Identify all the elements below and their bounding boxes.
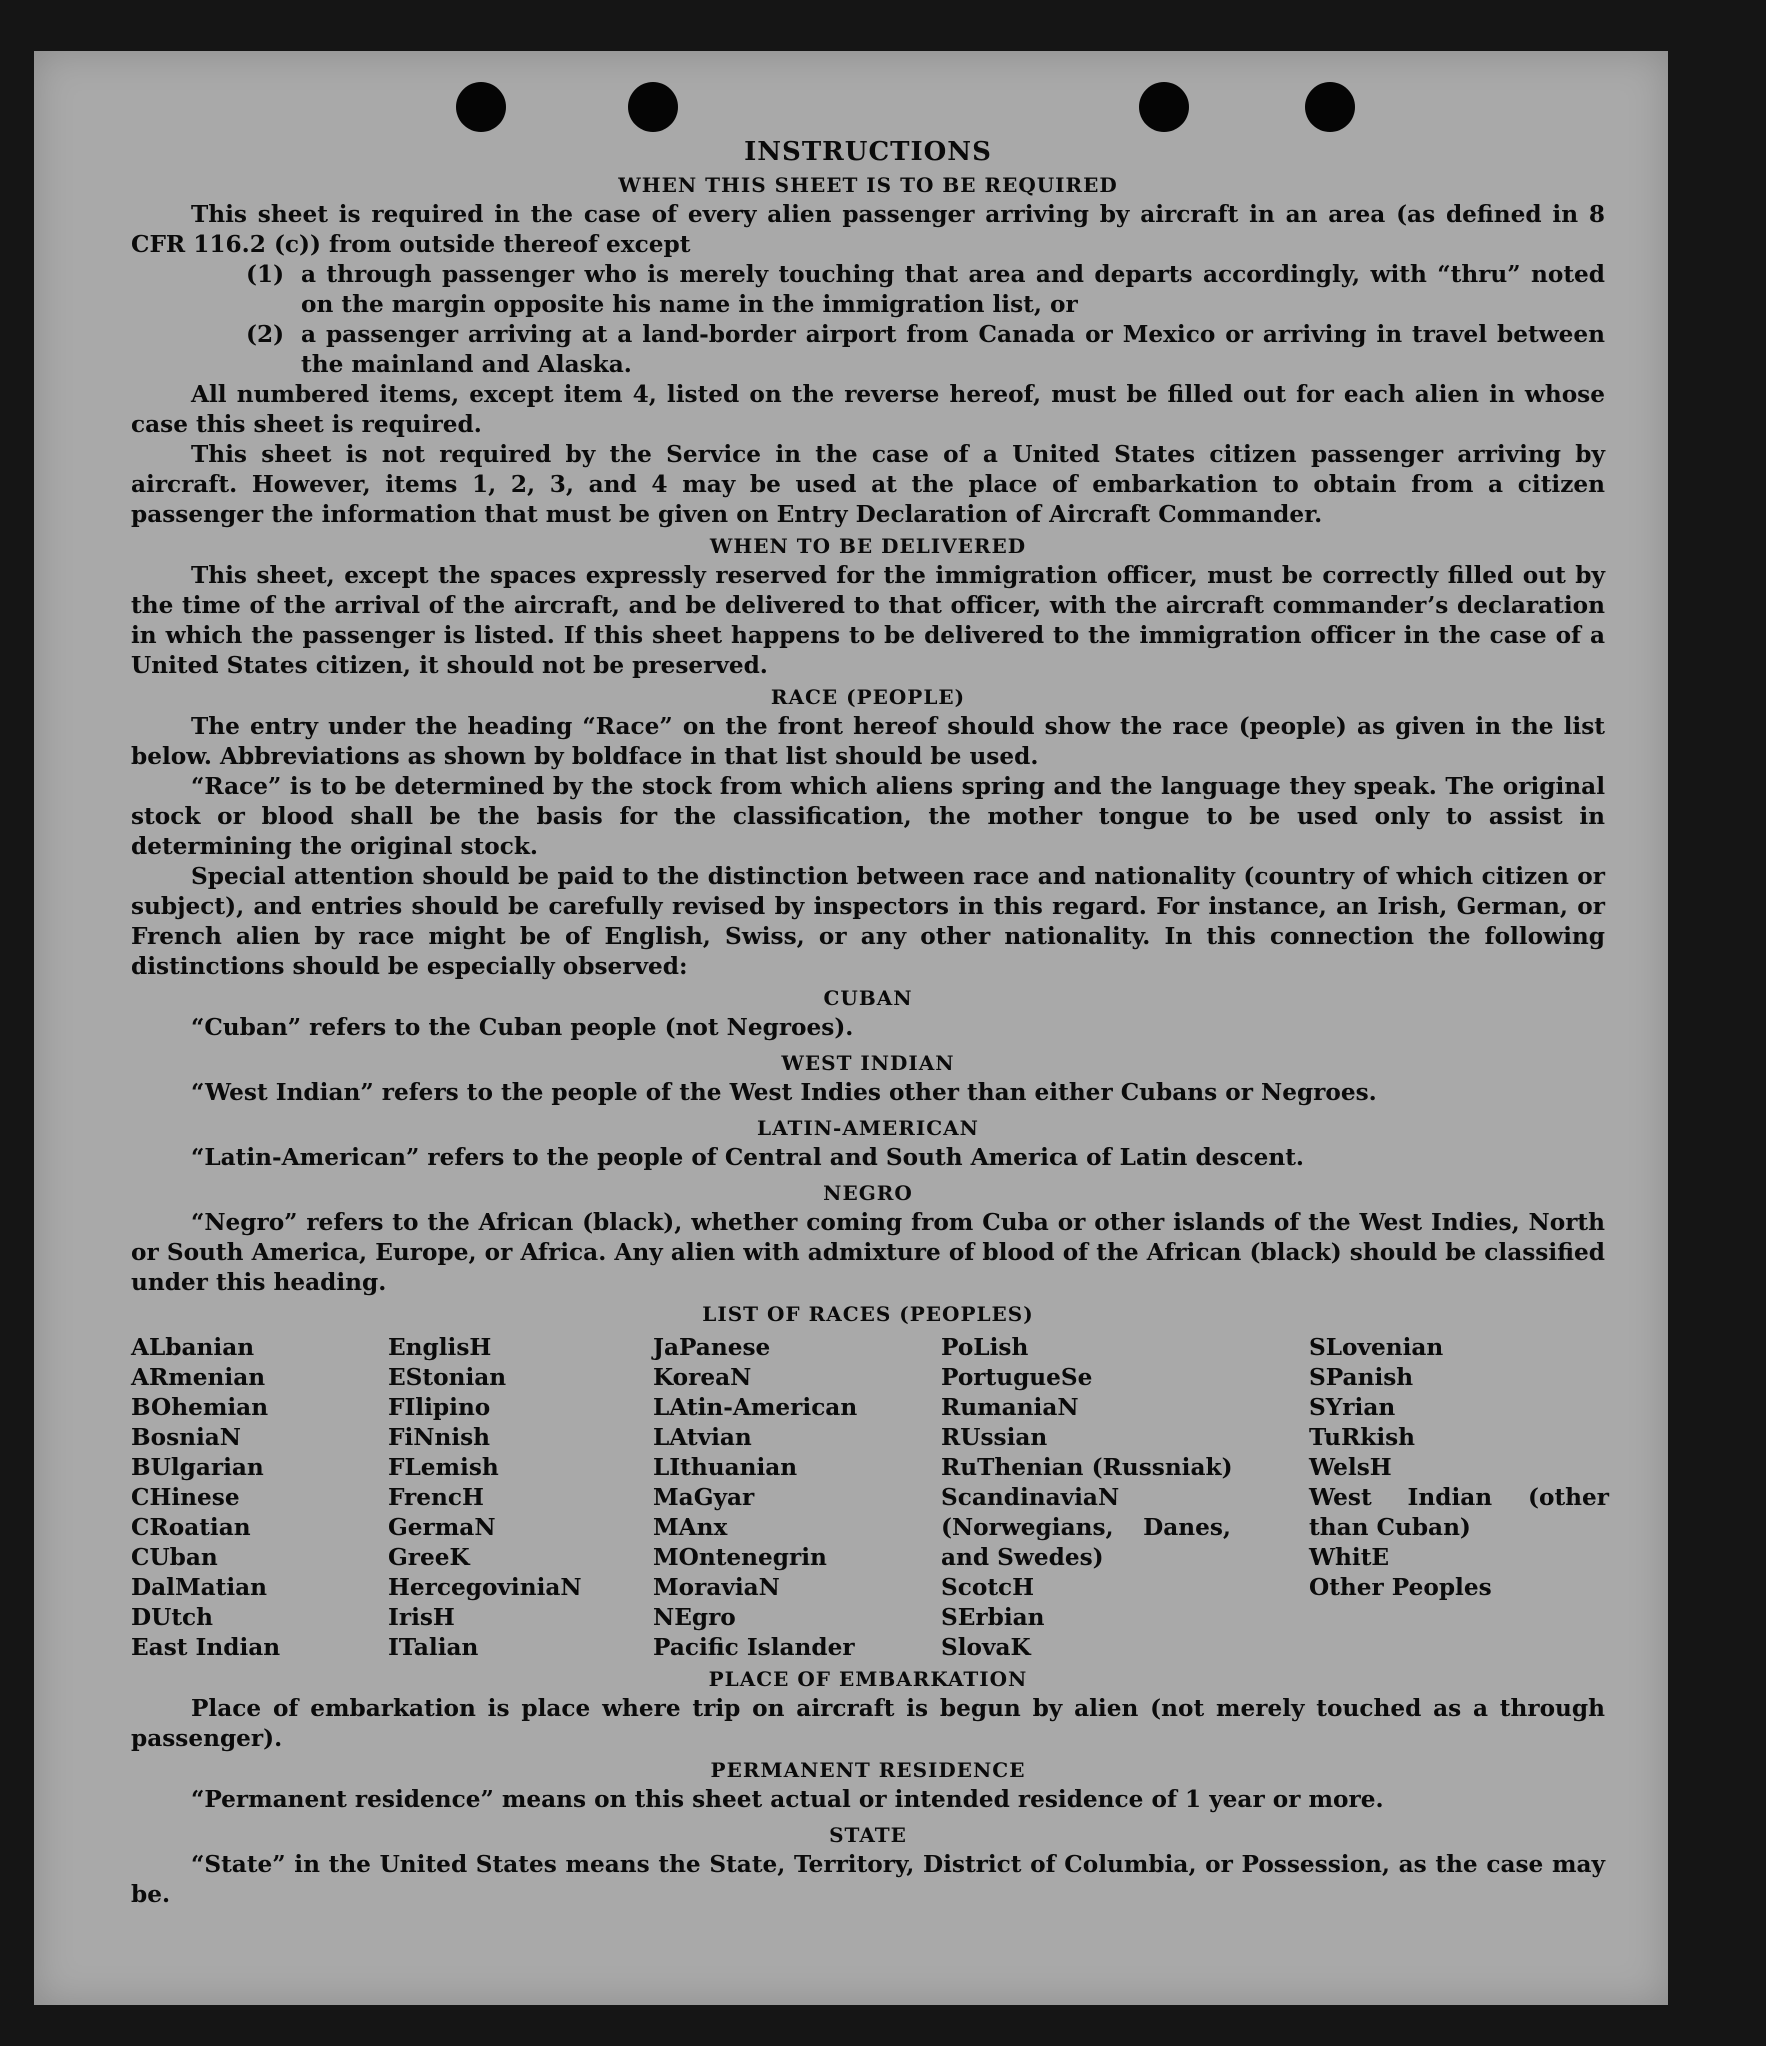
race-entry: PortugueSe	[941, 1364, 1093, 1391]
race-entry: ALbanian	[131, 1334, 255, 1361]
embarkation-para: Place of embarkation is place where trip on aircraft is begun by alien (not merely touched as a through passenger).	[131, 1695, 1605, 1752]
latin-american-para: “Latin-American” refers to the people of Central and South America of Latin descent.	[191, 1144, 1304, 1171]
race-entry: CRoatian	[131, 1514, 251, 1541]
race-column-4	[941, 1333, 1231, 1663]
heading-race: RACE (PEOPLE)	[770, 685, 966, 709]
race-entry: CHinese	[131, 1484, 240, 1511]
race-para-2: “Race” is to be determined by the stock from which aliens spring and the language they speak. The original stock or blood shall be the basis for the classification, the mother tongue to be used only to assist in determining the original stock.	[131, 773, 1605, 860]
race-entry: RumaniaN	[941, 1394, 1079, 1421]
race-entry: MaGyar	[653, 1484, 755, 1511]
item-number: (1)	[246, 261, 285, 288]
race-entry: FiNnish	[388, 1424, 491, 1451]
race-entry: EStonian	[388, 1364, 507, 1391]
required-para-3: This sheet is not required by the Service in the case of a United States citizen passenger arriving by aircraft. However, items 1, 2, 3, and 4 may be used at the place of embarkation to obtain from a citizen passenger the information that must be given on Entry Declaration of Aircraft Commander.	[131, 441, 1605, 528]
residence-para: “Permanent residence” means on this sheet actual or intended residence of 1 year or more.	[191, 1786, 1384, 1813]
heading-negro: NEGRO	[823, 1181, 913, 1205]
heading-list-of-races: LIST OF RACES (PEOPLES)	[702, 1302, 1034, 1326]
punch-hole	[628, 82, 678, 132]
heading-permanent-residence: PERMANENT RESIDENCE	[710, 1758, 1026, 1782]
race-entry: BosniaN	[131, 1424, 242, 1451]
heading-embarkation: PLACE OF EMBARKATION	[708, 1667, 1028, 1691]
race-para-1: The entry under the heading “Race” on the front hereof should show the race (people) as given in the list below. Abbreviations as shown by boldface in that list should be used.	[131, 713, 1605, 770]
race-entry: MOntenegrin	[653, 1544, 827, 1571]
race-entry: WhitE	[1309, 1544, 1390, 1571]
race-entry: BUlgarian	[131, 1454, 264, 1481]
race-list	[131, 1333, 1609, 1663]
race-para-3: Special attention should be paid to the distinction between race and nationality (country of which citizen or subject), and entries should be carefully revised by inspectors in this regard. For instance, an Irish, German, or French alien by race might be of English, Swiss, or any other nationality. In this connection the following distinctions should be especially observed:	[131, 863, 1605, 980]
punch-hole	[1305, 82, 1355, 132]
race-entry: Other Peoples	[1309, 1574, 1492, 1601]
race-entry: ScotcH	[941, 1574, 1035, 1601]
race-entry: SlovaK	[941, 1634, 1031, 1661]
heading-state: STATE	[829, 1823, 907, 1847]
race-entry: FLemish	[388, 1454, 499, 1481]
instructions-content	[131, 135, 1609, 1910]
race-entry: NEgro	[653, 1604, 736, 1631]
item-text: a passenger arriving at a land-border airport from Canada or Mexico or arriving in travel between the mainland and Alaska.	[301, 321, 1605, 378]
race-entry: RuThenian (Russniak)	[941, 1454, 1233, 1481]
state-para: “State” in the United States means the State, Territory, District of Columbia, or Possession, as the case may be.	[131, 1851, 1605, 1908]
race-entry: LAtin-American	[653, 1394, 858, 1421]
punch-hole	[1139, 82, 1189, 132]
race-entry: East Indian	[131, 1634, 281, 1661]
item-number: (2)	[246, 321, 285, 348]
heading-latin-american: LATIN-AMERICAN	[757, 1116, 979, 1140]
exception-item	[246, 320, 1605, 380]
race-entry: SYrian	[1309, 1394, 1396, 1421]
race-entry: LIthuanian	[653, 1454, 798, 1481]
race-column-2	[388, 1333, 582, 1663]
race-entry: MoraviaN	[653, 1574, 780, 1601]
race-entry: LAtvian	[653, 1424, 752, 1451]
item-text: a through passenger who is merely touching that area and departs accordingly, with “thru” noted on the margin opposite his name in the immigration list, or	[301, 261, 1605, 318]
race-entry: Pacific Islander	[653, 1634, 855, 1661]
race-entry: CUban	[131, 1544, 218, 1571]
heading-required: WHEN THIS SHEET IS TO BE REQUIRED	[618, 173, 1118, 197]
heading-delivered: WHEN TO BE DELIVERED	[709, 534, 1027, 558]
heading-west-indian: WEST INDIAN	[781, 1051, 955, 1075]
race-entry: GermaN	[388, 1514, 496, 1541]
west-indian-para: “West Indian” refers to the people of the West Indies other than either Cubans or Negroes.	[191, 1079, 1377, 1106]
cuban-para: “Cuban” refers to the Cuban people (not Negroes).	[191, 1014, 854, 1041]
negro-para: “Negro” refers to the African (black), whether coming from Cuba or other islands of the West Indies, North or South America, Europe, or Africa. Any alien with admixture of blood of the African (black) should be classified under this heading.	[131, 1209, 1605, 1296]
race-entry: MAnx	[653, 1514, 728, 1541]
race-column-3	[653, 1333, 857, 1663]
race-entry: DalMatian	[131, 1574, 268, 1601]
required-intro: This sheet is required in the case of every alien passenger arriving by aircraft in an area (as defined in 8 CFR 116.2 (c)) from outside thereof except	[131, 201, 1605, 258]
race-column-1	[131, 1333, 280, 1663]
race-entry: PoLish	[941, 1334, 1029, 1361]
race-entry: ScandinaviaN (Norwegians, Danes, and Swedes)	[941, 1484, 1231, 1571]
race-entry: DUtch	[131, 1604, 214, 1631]
race-entry: GreeK	[388, 1544, 470, 1571]
race-entry: KoreaN	[653, 1364, 752, 1391]
race-entry: JaPanese	[653, 1334, 771, 1361]
race-entry: TuRkish	[1309, 1424, 1416, 1451]
race-entry: West Indian (other than Cuban)	[1309, 1484, 1609, 1541]
required-para-2: All numbered items, except item 4, listed on the reverse hereof, must be filled out for each alien in whose case this sheet is required.	[131, 381, 1605, 438]
race-entry: ITalian	[388, 1634, 479, 1661]
delivered-para: This sheet, except the spaces expressly reserved for the immigration officer, must be correctly filled out by the time of the arrival of the aircraft, and be delivered to that officer, with the aircraft commander’s declaration in which the passenger is listed. If this sheet happens to be delivered to the immigration officer in the case of a United States citizen, it should not be preserved.	[131, 562, 1605, 679]
race-entry: HercegoviniaN	[388, 1574, 582, 1601]
page-title: INSTRUCTIONS	[744, 137, 992, 167]
race-entry: RUssian	[941, 1424, 1048, 1451]
race-entry: FIlipino	[388, 1394, 491, 1421]
race-entry: SPanish	[1309, 1364, 1414, 1391]
race-entry: IrisH	[388, 1604, 455, 1631]
race-entry: WelsH	[1309, 1454, 1392, 1481]
punch-hole	[456, 82, 506, 132]
exception-item	[246, 260, 1605, 320]
race-entry: SLovenian	[1309, 1334, 1444, 1361]
heading-cuban: CUBAN	[823, 986, 913, 1010]
race-entry: SErbian	[941, 1604, 1045, 1631]
race-entry: FrencH	[388, 1484, 484, 1511]
race-entry: EnglisH	[388, 1334, 492, 1361]
race-entry: ARmenian	[131, 1364, 266, 1391]
race-column-5	[1309, 1333, 1609, 1603]
race-entry: BOhemian	[131, 1394, 269, 1421]
form-sheet	[34, 51, 1668, 2005]
